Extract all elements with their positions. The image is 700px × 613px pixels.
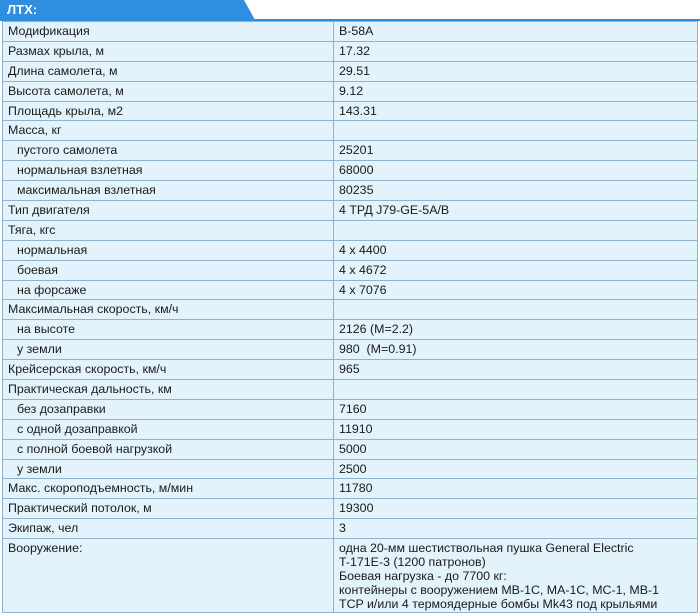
param-cell: боевая [3,260,334,280]
value-cell: 980 (M=0.91) [334,340,698,360]
armament-line: контейнеры с вооружением MB-1C, MA-1C, MC-1, MB-1 [339,583,660,598]
table-row [3,519,698,539]
spec-table [2,21,698,613]
table-row [3,360,698,380]
value-cell: 143.31 [334,101,698,121]
table-row [3,121,698,141]
value-cell [334,300,698,320]
value-cell: 5000 [334,439,698,459]
value-cell: 7160 [334,399,698,419]
value-cell: 4 x 4672 [334,260,698,280]
table-row [3,201,698,221]
param-cell: Макс. скороподъемность, м/мин [3,479,334,499]
param-cell: Тяга, кгс [3,220,334,240]
table-row [3,300,698,320]
value-cell: 19300 [334,499,698,519]
param-cell: Масса, кг [3,121,334,141]
param-cell: Крейсерская скорость, км/ч [3,360,334,380]
table-row [3,181,698,201]
param-cell: Длина самолета, м [3,61,334,81]
value-cell: 2126 (M=2.2) [334,320,698,340]
table-row [3,22,698,42]
value-cell: 4 x 4400 [334,240,698,260]
value-cell: 11910 [334,419,698,439]
table-row [3,240,698,260]
table-row [3,399,698,419]
param-cell: Экипаж, чел [3,519,334,539]
armament-line: одна 20-мм шестиствольная пушка General Electric [339,541,634,556]
value-cell: 9.12 [334,81,698,101]
param-cell: нормальная [3,240,334,260]
table-row [3,220,698,240]
table-row [3,439,698,459]
value-cell: 17.32 [334,41,698,61]
table-row [3,499,698,519]
param-cell: без дозаправки [3,399,334,419]
section-header [0,0,700,20]
table-row [3,141,698,161]
value-cell: 4 x 7076 [334,280,698,300]
table-row [3,161,698,181]
armament-line: TCP и/или 4 термоядерные бомбы Mk43 под крыльями [339,597,658,612]
table-row [3,340,698,360]
table-row [3,539,698,613]
param-cell: Практический потолок, м [3,499,334,519]
armament-line: T-171E-3 (1200 патронов) [339,555,486,570]
param-cell: Практическая дальность, км [3,380,334,400]
param-cell: на форсаже [3,280,334,300]
value-cell: 4 ТРД J79-GE-5A/B [334,201,698,221]
param-cell: Модификация [3,22,334,42]
table-row [3,280,698,300]
armament-line: Боевая нагрузка - до 7700 кг: [339,569,507,584]
table-row [3,61,698,81]
table-row [3,81,698,101]
param-cell: Высота самолета, м [3,81,334,101]
value-cell: 29.51 [334,61,698,81]
param-cell: с одной дозаправкой [3,419,334,439]
value-cell: 80235 [334,181,698,201]
param-cell: с полной боевой нагрузкой [3,439,334,459]
param-cell: Размах крыла, м [3,41,334,61]
armament-value-cell [334,539,698,613]
table-row [3,260,698,280]
value-cell: 25201 [334,141,698,161]
table-row [3,101,698,121]
param-cell: Площадь крыла, м2 [3,101,334,121]
param-cell: нормальная взлетная [3,161,334,181]
header-tab [0,0,255,20]
value-cell: 11780 [334,479,698,499]
param-cell: у земли [3,340,334,360]
table-row [3,380,698,400]
param-cell: у земли [3,459,334,479]
value-cell [334,380,698,400]
value-cell [334,220,698,240]
value-cell: 965 [334,360,698,380]
table-row [3,479,698,499]
param-cell: пустого самолета [3,141,334,161]
value-cell [334,121,698,141]
param-cell: максимальная взлетная [3,181,334,201]
table-row [3,41,698,61]
value-cell: 3 [334,519,698,539]
value-cell: 68000 [334,161,698,181]
param-cell: на высоте [3,320,334,340]
value-cell: 2500 [334,459,698,479]
section-title: ЛТХ: [7,2,38,17]
param-cell: Вооружение: [3,539,334,613]
table-row [3,459,698,479]
value-cell: B-58A [334,22,698,42]
table-row [3,320,698,340]
param-cell: Тип двигателя [3,201,334,221]
param-cell: Максимальная скорость, км/ч [3,300,334,320]
table-row [3,419,698,439]
